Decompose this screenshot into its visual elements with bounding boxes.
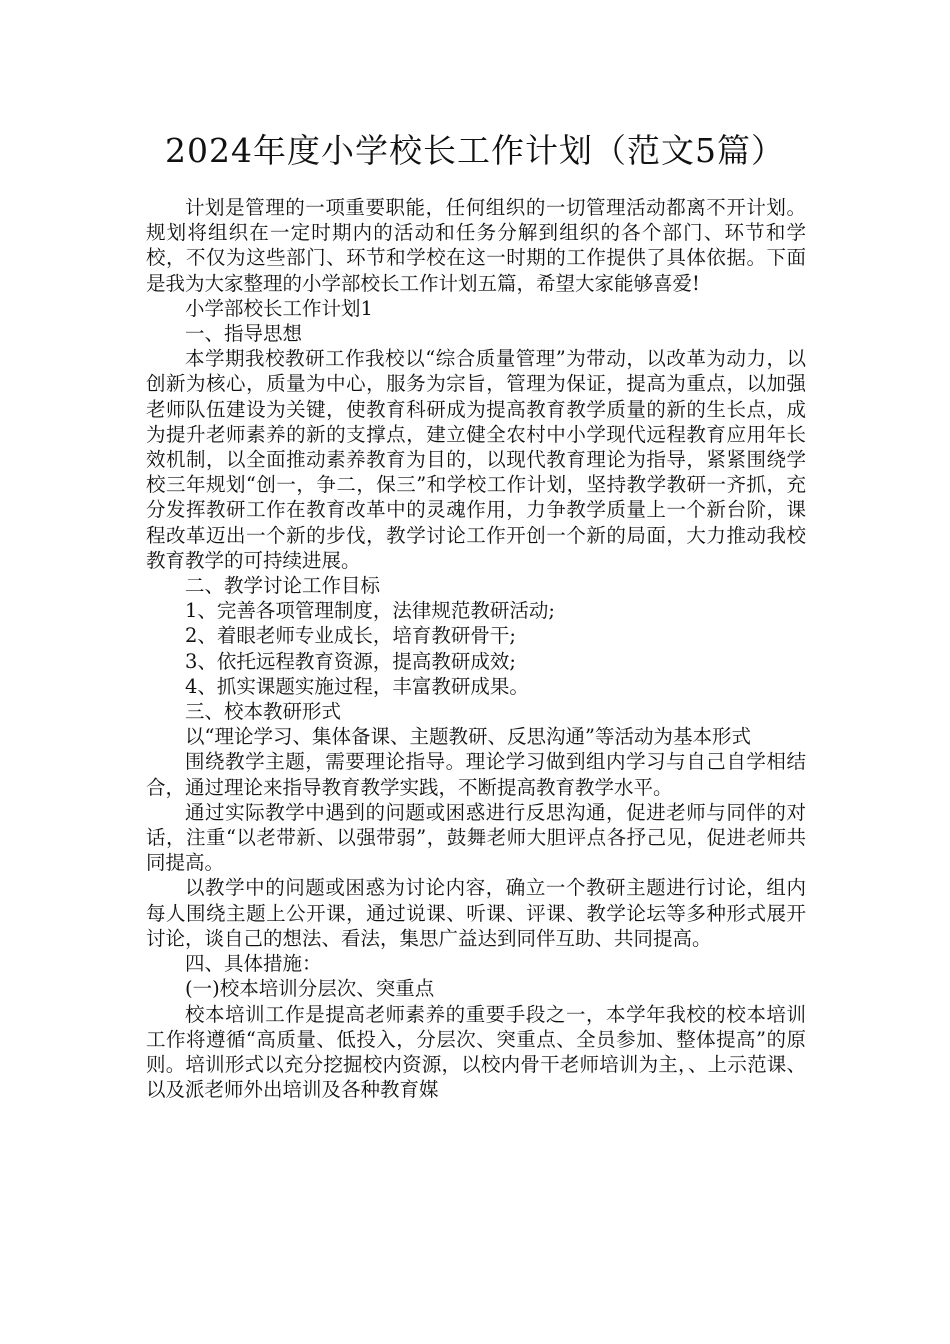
subheading: 三、校本教研形式 <box>185 700 342 724</box>
list-item: 3、依托远程教育资源，提高教研成效; <box>185 649 516 673</box>
document-body <box>146 195 806 1102</box>
document-title: 2024年度小学校长工作计划（范文5篇） <box>165 131 785 170</box>
subheading: 四、具体措施： <box>185 952 322 976</box>
subheading: 二、教学讨论工作目标 <box>185 574 381 598</box>
body-paragraph: 以教学中的问题或困惑为讨论内容，确立一个教研主题进行讨论，组内每人围绕主题上公开课，通过说课、听课、评课、教学论坛等多种形式展开讨论，谈自己的想法、看法，集思广益达到同伴互助、共同提高。 <box>146 876 806 950</box>
subheading: 一、指导思想 <box>185 322 303 346</box>
list-item: 1、完善各项管理制度，法律规范教研活动; <box>185 599 555 623</box>
intro-paragraph: 计划是管理的一项重要职能，任何组织的一切管理活动都离不开计划。规划将组织在一定时期内的活动和任务分解到组织的各个部门、环节和学校，不仅为这些部门、环节和学校在这一时期的工作提供了具体依据。下面是我为大家整理的小学部校长工作计划五篇，希望大家能够喜爱! <box>146 196 806 295</box>
section-heading: 小学部校长工作计划1 <box>185 296 373 320</box>
subheading: (一)校本培训分层次、突重点 <box>185 977 435 1001</box>
body-paragraph: 通过实际教学中遇到的问题或困惑进行反思沟通，促进老师与同伴的对话，注重“以老带新、以强带弱”，鼓舞老师大胆评点各抒己见，促进老师共同提高。 <box>146 800 806 875</box>
body-paragraph: 校本培训工作是提高老师素养的重要手段之一，本学年我校的校本培训工作将遵循“高质量、低投入，分层次、突重点、全员参加、整体提高”的原则。培训形式以充分挖掘校内资源，以校内骨干老师培训为主，、上示范课、以及派老师外出培训及各种教育媒 <box>146 1002 806 1102</box>
list-item: 4、抓实课题实施过程，丰富教研成果。 <box>185 674 529 698</box>
list-item: 2、着眼老师专业成长，培育教研骨干; <box>185 624 516 648</box>
body-paragraph: 围绕教学主题，需要理论指导。理论学习做到组内学习与自己自学相结合，通过理论来指导教育教学实践，不断提高教育教学水平。 <box>146 750 806 799</box>
body-paragraph: 本学期我校教研工作我校以“综合质量管理”为带动，以改革为动力，以创新为核心，质量为中心，服务为宗旨，管理为保证，提高为重点，以加强老师队伍建设为关键，使教育科研成为提高教育教学质量的新的生长点，成为提升老师素养的新的支撑点，建立健全农村中小学现代远程教育应用年长效机制，以全面推动素养教育为目的，以现代教育理论为指导，紧紧围绕学校三年规划“创一，争二，保三”和学校工作计划，坚持教学教研一齐抓，充分发挥教研工作在教育改革中的灵魂作用，力争教学质量上一个新台阶，课程改革迈出一个新的步伐，教学讨论工作开创一个新的局面，大力推动我校教育教学的可持续进展。 <box>146 347 806 572</box>
body-paragraph: 以“理论学习、集体备课、主题教研、反思沟通”等活动为基本形式 <box>185 725 751 749</box>
